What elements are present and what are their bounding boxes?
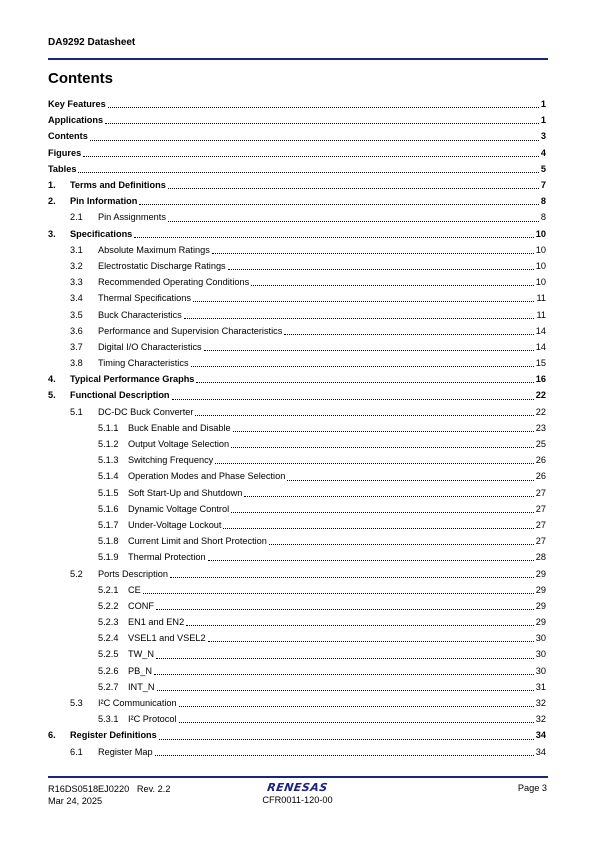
toc-entry-page: 16 (535, 374, 546, 385)
toc-entry-number: 3.6 (70, 325, 83, 336)
toc-leader-dots (179, 721, 534, 723)
toc-entry-number: 3.3 (70, 277, 83, 288)
footer-doc-info (48, 783, 170, 807)
toc-entry-label: Electrostatic Discharge Ratings (98, 260, 226, 271)
toc-leader-dots (204, 349, 534, 351)
toc-entry-label: CE (128, 584, 141, 595)
toc-entry-label: Pin Information (70, 196, 138, 207)
table-of-contents (48, 96, 546, 760)
toc-leader-dots (228, 268, 534, 270)
toc-entry[interactable] (48, 598, 546, 614)
toc-entry-number: 5.1.8 (98, 536, 119, 547)
toc-entry-label: Buck Characteristics (98, 309, 182, 320)
toc-entry-page: 10 (535, 228, 546, 239)
toc-entry[interactable] (48, 420, 546, 436)
toc-entry-page: 34 (535, 746, 546, 757)
toc-entry-page: 30 (535, 649, 546, 660)
toc-entry-page: 11 (536, 309, 546, 320)
toc-entry-page: 31 (535, 681, 546, 692)
toc-entry-page: 29 (535, 584, 546, 595)
toc-entry-number: 5.1.9 (98, 552, 119, 563)
toc-entry-label: Ports Description (98, 568, 168, 579)
toc-entry[interactable] (48, 193, 546, 209)
toc-entry-page: 10 (535, 260, 546, 271)
toc-entry-number: 5.1.3 (98, 455, 119, 466)
toc-entry-label: EN1 and EN2 (128, 617, 185, 628)
toc-entry-page: 32 (535, 698, 546, 709)
toc-entry[interactable] (48, 533, 546, 549)
toc-leader-dots (215, 462, 533, 464)
toc-leader-dots (231, 511, 534, 513)
toc-entry-page: 30 (535, 633, 546, 644)
toc-entry[interactable] (48, 404, 546, 420)
toc-entry-label: Typical Performance Graphs (70, 374, 195, 385)
toc-entry-label: VSEL1 and VSEL2 (128, 633, 206, 644)
toc-leader-dots (108, 106, 539, 108)
toc-entry-number: 5.2.7 (98, 681, 119, 692)
toc-entry-number: 2.1 (70, 212, 83, 223)
toc-leader-dots (284, 333, 533, 335)
toc-entry-page: 10 (535, 277, 546, 288)
toc-entry[interactable] (48, 177, 546, 193)
toc-entry-page: 29 (535, 568, 546, 579)
toc-entry[interactable] (48, 727, 546, 743)
toc-entry[interactable] (48, 630, 546, 646)
toc-entry-label: Terms and Definitions (70, 180, 166, 191)
toc-entry-page: 29 (535, 600, 546, 611)
toc-entry[interactable] (48, 387, 546, 403)
toc-leader-dots (196, 381, 533, 383)
toc-entry-page: 27 (535, 503, 546, 514)
toc-entry-label: Operation Modes and Phase Selection (128, 471, 286, 482)
toc-entry-number: 5.2 (70, 568, 83, 579)
toc-entry-number: 5.1.4 (98, 471, 119, 482)
part-code: CFR0011-120-00 (262, 795, 333, 805)
toc-entry-page: 30 (535, 665, 546, 676)
toc-entry-page: 4 (540, 147, 546, 158)
toc-entry-label: I²C Protocol (128, 714, 177, 725)
toc-entry-label: Applications (48, 115, 104, 126)
toc-entry[interactable] (48, 242, 546, 258)
toc-leader-dots (195, 414, 533, 416)
toc-leader-dots (78, 171, 538, 173)
toc-leader-dots (83, 155, 539, 157)
toc-leader-dots (208, 640, 534, 642)
toc-entry[interactable] (48, 96, 546, 112)
toc-entry-label: TW_N (128, 649, 155, 660)
toc-entry-label: Pin Assignments (98, 212, 166, 223)
toc-entry[interactable] (48, 468, 546, 484)
toc-entry-label: Timing Characteristics (98, 358, 189, 369)
toc-entry-page: 34 (535, 730, 546, 741)
toc-entry[interactable] (48, 695, 546, 711)
toc-entry-label: CONF (128, 600, 155, 611)
toc-entry-number: 5.1.5 (98, 487, 119, 498)
toc-entry-number: 5.1.1 (98, 422, 119, 433)
toc-leader-dots (168, 220, 539, 222)
footer-rule (48, 776, 548, 778)
header-rule (48, 58, 548, 60)
toc-entry-page: 11 (536, 293, 546, 304)
toc-leader-dots (193, 300, 535, 302)
toc-entry-page: 8 (540, 212, 546, 223)
toc-entry-label: Current Limit and Short Protection (128, 536, 267, 547)
toc-entry-number: 1. (48, 180, 56, 191)
toc-leader-dots (251, 284, 534, 286)
toc-entry-label: Switching Frequency (128, 455, 214, 466)
toc-entry[interactable] (48, 145, 546, 161)
contents-heading: Contents (48, 70, 113, 87)
toc-entry-number: 5.2.6 (98, 665, 119, 676)
toc-entry[interactable] (48, 436, 546, 452)
toc-entry-number: 2. (48, 196, 56, 207)
toc-entry[interactable] (48, 582, 546, 598)
renesas-logo: RENESAS (266, 781, 329, 794)
toc-entry[interactable] (48, 679, 546, 695)
toc-entry[interactable] (48, 226, 546, 242)
toc-entry-page: 22 (535, 390, 546, 401)
toc-leader-dots (156, 657, 534, 659)
toc-entry-number: 6. (48, 730, 56, 741)
toc-leader-dots (184, 317, 535, 319)
toc-leader-dots (156, 608, 534, 610)
toc-entry-page: 27 (535, 519, 546, 530)
toc-entry-page: 27 (535, 487, 546, 498)
toc-entry[interactable] (48, 711, 546, 727)
toc-entry-label: Thermal Specifications (98, 293, 191, 304)
toc-leader-dots (208, 559, 534, 561)
toc-entry-number: 5.2.2 (98, 600, 119, 611)
toc-leader-dots (168, 187, 539, 189)
toc-entry-number: 5.3 (70, 698, 83, 709)
toc-entry[interactable] (48, 290, 546, 306)
toc-leader-dots (269, 543, 534, 545)
toc-entry[interactable] (48, 485, 546, 501)
toc-entry-page: 23 (535, 422, 546, 433)
toc-entry-number: 5. (48, 390, 56, 401)
toc-entry-label: Figures (48, 147, 82, 158)
toc-entry[interactable] (48, 517, 546, 533)
toc-leader-dots (172, 398, 534, 400)
toc-entry-page: 25 (535, 439, 546, 450)
toc-entry-label: Register Map (98, 746, 153, 757)
toc-entry[interactable] (48, 501, 546, 517)
revision: Rev. 2.2 (136, 784, 171, 794)
toc-entry-label: PB_N (128, 665, 153, 676)
doc-number: R16DS0518EJ0220 (48, 784, 130, 794)
toc-entry-page: 5 (540, 163, 546, 174)
toc-entry[interactable] (48, 614, 546, 630)
toc-entry-page: 10 (535, 244, 546, 255)
toc-entry-label: INT_N (128, 681, 155, 692)
toc-leader-dots (223, 527, 533, 529)
page-number: Page 3 (517, 783, 547, 793)
toc-entry[interactable] (48, 274, 546, 290)
toc-entry-number: 3.2 (70, 260, 83, 271)
toc-entry[interactable] (48, 744, 546, 760)
toc-entry-number: 5.2.4 (98, 633, 119, 644)
toc-entry-label: Key Features (48, 99, 106, 110)
toc-entry[interactable] (48, 306, 546, 322)
toc-entry-number: 5.3.1 (98, 714, 119, 725)
toc-entry-number: 5.2.3 (98, 617, 119, 628)
toc-entry-number: 5.1 (70, 406, 83, 417)
toc-entry-label: Contents (48, 131, 88, 142)
toc-leader-dots (191, 365, 534, 367)
toc-entry-label: Dynamic Voltage Control (128, 503, 230, 514)
toc-entry-number: 5.2.1 (98, 584, 119, 595)
toc-entry-page: 27 (535, 536, 546, 547)
toc-entry[interactable] (48, 452, 546, 468)
toc-entry-label: Register Definitions (70, 730, 157, 741)
toc-entry-number: 5.1.6 (98, 503, 119, 514)
toc-entry[interactable] (48, 371, 546, 387)
toc-entry-page: 7 (540, 180, 546, 191)
toc-leader-dots (212, 252, 534, 254)
toc-entry-label: Soft Start-Up and Shutdown (128, 487, 243, 498)
toc-entry-label: Absolute Maximum Ratings (98, 244, 210, 255)
toc-entry-label: Specifications (70, 228, 133, 239)
toc-entry-page: 14 (535, 325, 546, 336)
toc-entry[interactable] (48, 323, 546, 339)
toc-entry-label: Recommended Operating Conditions (98, 277, 250, 288)
footer-center (240, 781, 355, 805)
toc-entry-number: 5.2.5 (98, 649, 119, 660)
toc-entry-page: 14 (535, 341, 546, 352)
toc-entry-number: 3.4 (70, 293, 83, 304)
toc-entry-page: 3 (540, 131, 546, 142)
toc-leader-dots (170, 576, 534, 578)
toc-entry[interactable] (48, 549, 546, 565)
toc-entry-page: 29 (535, 617, 546, 628)
toc-entry-label: Performance and Supervision Characteristics (98, 325, 283, 336)
toc-entry[interactable] (48, 339, 546, 355)
toc-entry-number: 3.5 (70, 309, 83, 320)
toc-entry[interactable] (48, 258, 546, 274)
toc-leader-dots (155, 754, 534, 756)
toc-leader-dots (244, 495, 533, 497)
toc-entry[interactable] (48, 663, 546, 679)
toc-entry[interactable] (48, 646, 546, 662)
toc-leader-dots (139, 203, 539, 205)
toc-leader-dots (143, 592, 534, 594)
toc-entry-page: 1 (540, 115, 546, 126)
toc-entry-page: 32 (535, 714, 546, 725)
toc-leader-dots (231, 446, 534, 448)
toc-entry[interactable] (48, 209, 546, 225)
toc-entry-label: Tables (48, 163, 77, 174)
toc-leader-dots (154, 673, 534, 675)
toc-leader-dots (159, 738, 534, 740)
toc-entry-page: 15 (535, 358, 546, 369)
toc-leader-dots (90, 139, 539, 141)
toc-entry-page: 26 (535, 455, 546, 466)
toc-leader-dots (157, 689, 534, 691)
toc-leader-dots (179, 705, 534, 707)
toc-entry-number: 3.1 (70, 244, 83, 255)
toc-entry-number: 3.8 (70, 358, 83, 369)
toc-leader-dots (105, 122, 539, 124)
toc-leader-dots (134, 236, 533, 238)
toc-entry-page: 22 (535, 406, 546, 417)
toc-entry[interactable] (48, 128, 546, 144)
toc-entry-label: I²C Communication (98, 698, 177, 709)
toc-entry-number: 5.1.7 (98, 519, 119, 530)
publish-date: Mar 24, 2025 (48, 796, 103, 806)
toc-entry-page: 8 (540, 196, 546, 207)
toc-entry-page: 28 (535, 552, 546, 563)
toc-entry-page: 1 (540, 99, 546, 110)
toc-entry-label: Functional Description (70, 390, 170, 401)
toc-entry-number: 3. (48, 228, 56, 239)
toc-entry-label: Under-Voltage Lockout (128, 519, 222, 530)
doc-title: DA9292 Datasheet (48, 37, 136, 48)
toc-leader-dots (233, 430, 534, 432)
toc-entry-number: 4. (48, 374, 56, 385)
toc-entry[interactable] (48, 161, 546, 177)
toc-entry-label: Digital I/O Characteristics (98, 341, 202, 352)
toc-entry-label: DC-DC Buck Converter (98, 406, 194, 417)
toc-entry[interactable] (48, 565, 546, 581)
toc-entry-label: Buck Enable and Disable (128, 422, 231, 433)
toc-entry-label: Thermal Protection (128, 552, 206, 563)
toc-entry-number: 5.1.2 (98, 439, 119, 450)
toc-entry[interactable] (48, 112, 546, 128)
toc-entry[interactable] (48, 355, 546, 371)
toc-entry-number: 3.7 (70, 341, 83, 352)
toc-entry-page: 26 (535, 471, 546, 482)
toc-entry-number: 6.1 (70, 746, 83, 757)
toc-leader-dots (287, 479, 533, 481)
toc-entry-label: Output Voltage Selection (128, 439, 230, 450)
toc-leader-dots (186, 624, 534, 626)
